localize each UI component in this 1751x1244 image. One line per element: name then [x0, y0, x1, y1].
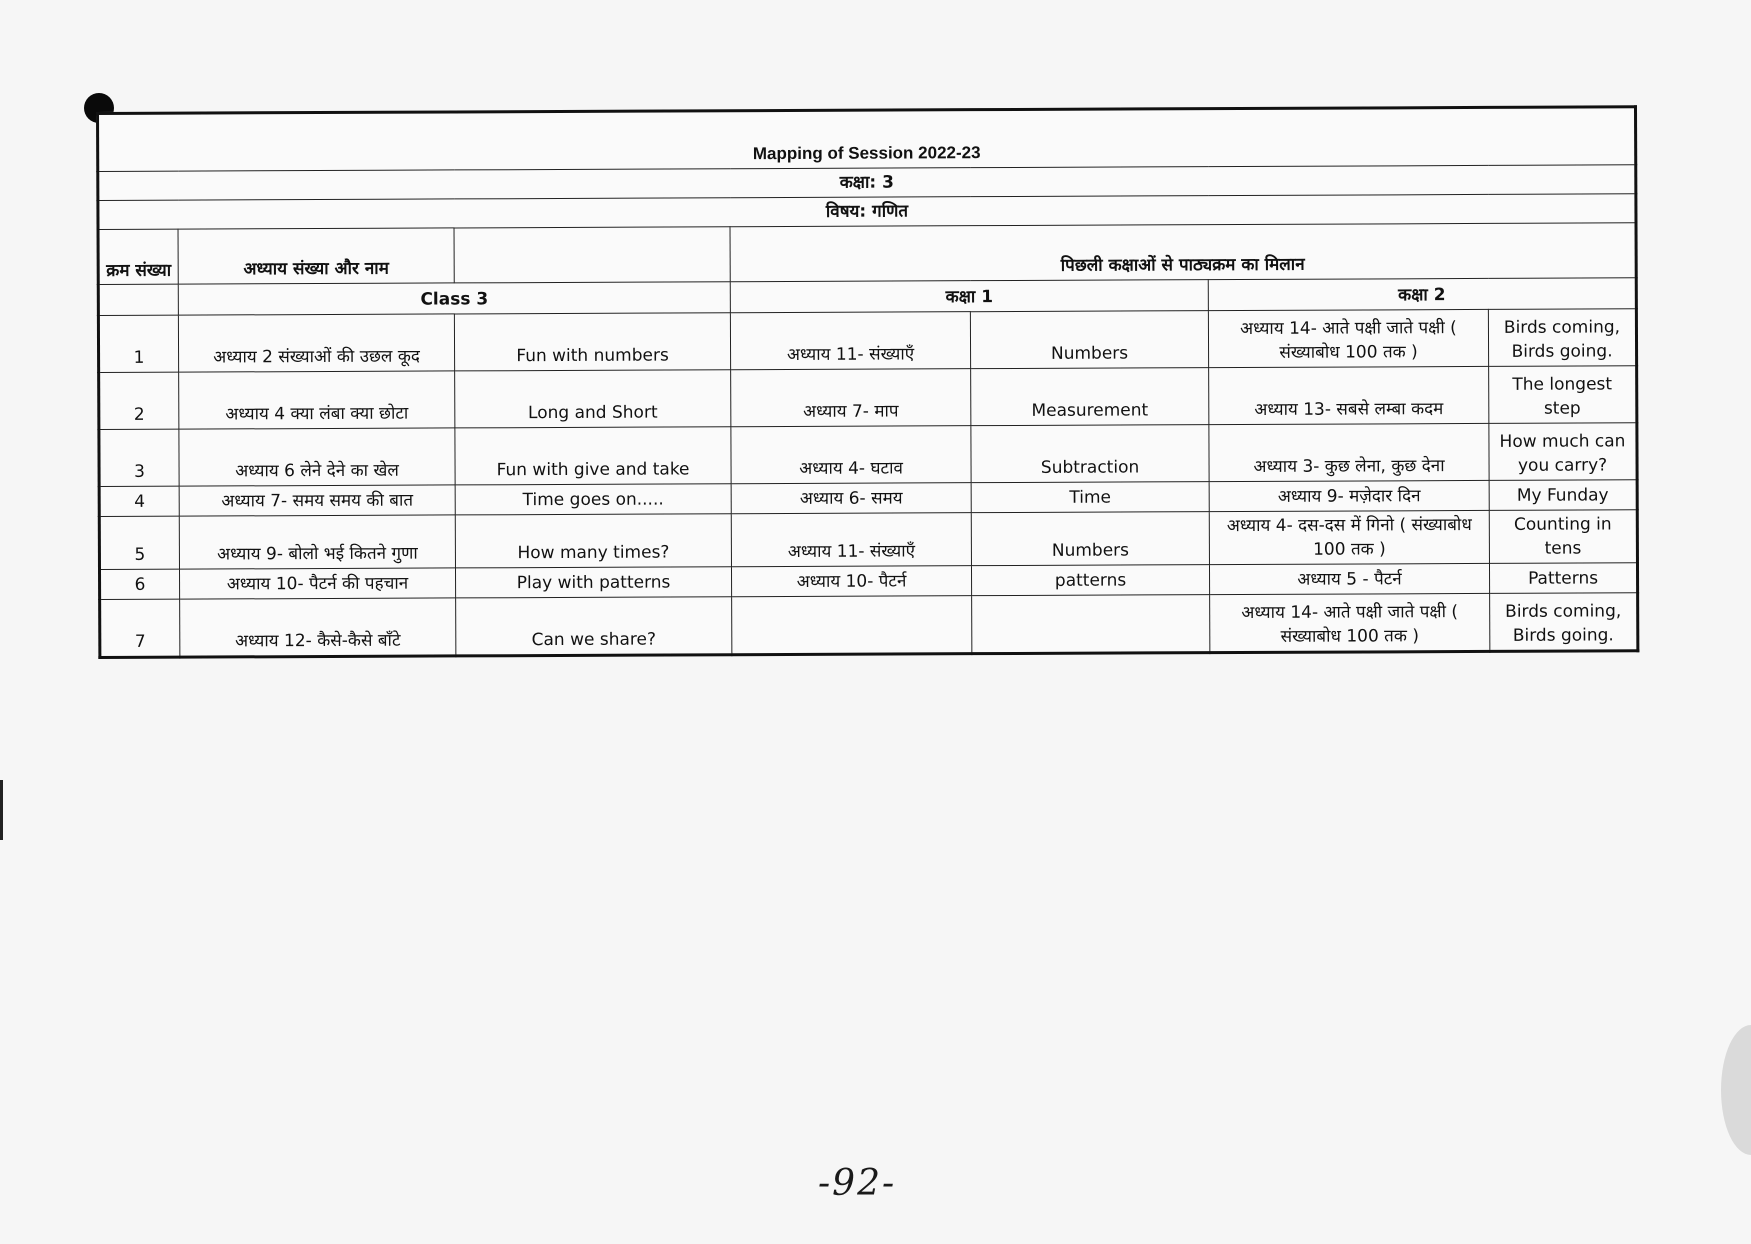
row-serial: 2 [99, 372, 179, 429]
table-row [100, 593, 1638, 658]
table-row [98, 309, 1636, 373]
class-line: कक्षा: 3 [98, 165, 1636, 201]
mapping-sheet [96, 105, 1636, 659]
group-blank [98, 284, 178, 315]
class3-chapter-english: How many times? [455, 514, 731, 568]
class3-chapter-hindi: अध्याय 10- पैटर्न की पहचान [179, 568, 455, 599]
class3-chapter-english: Play with patterns [455, 567, 731, 598]
class3-chapter-english: Fun with give and take [455, 427, 731, 485]
class1-chapter-hindi [732, 596, 972, 655]
class2-chapter-hindi: अध्याय 3- कुछ लेना, कुछ देना [1209, 423, 1489, 481]
header-serial: क्रम संख्या [98, 229, 178, 284]
header-blank [454, 227, 730, 283]
class1-chapter-english: Subtraction [971, 425, 1209, 483]
class3-chapter-hindi: अध्याय 12- कैसे-कैसे बाँटे [180, 598, 456, 657]
class3-chapter-english: Fun with numbers [454, 313, 730, 371]
class1-chapter-english: Numbers [971, 512, 1209, 566]
class1-chapter-english: Time [971, 482, 1209, 513]
class1-chapter-hindi: अध्याय 10- पैटर्न [731, 566, 971, 597]
subject-line: विषय: गणित [98, 194, 1636, 230]
table-row [99, 423, 1637, 487]
class2-chapter-hindi: अध्याय 9- मज़ेदार दिन [1209, 480, 1489, 511]
class2-chapter-english: Patterns [1489, 563, 1637, 594]
class2-chapter-hindi: अध्याय 14- आते पक्षी जाते पक्षी ( संख्याबोध 100 तक ) [1210, 593, 1490, 652]
class3-chapter-hindi: अध्याय 6 लेने देने का खेल [179, 428, 455, 486]
class3-chapter-hindi: अध्याय 2 संख्याओं की उछल कूद [178, 314, 454, 372]
class2-chapter-hindi: अध्याय 13- सबसे लम्बा कदम [1209, 366, 1489, 424]
page-title: Mapping of Session 2022-23 [98, 107, 1636, 172]
class1-chapter-hindi: अध्याय 11- संख्याएँ [730, 312, 970, 370]
class2-chapter-english: My Funday [1489, 480, 1637, 511]
class1-chapter-english [972, 595, 1210, 654]
class1-chapter-english: patterns [971, 565, 1209, 596]
class1-chapter-hindi: अध्याय 4- घटाव [731, 426, 971, 484]
class1-chapter-english: Measurement [971, 368, 1209, 426]
class2-chapter-hindi: अध्याय 14- आते पक्षी जाते पक्षी ( संख्याबोध 100 तक ) [1208, 309, 1488, 367]
group-class2: कक्षा 2 [1208, 278, 1636, 311]
scan-edge-mark [0, 780, 3, 840]
table-row [99, 510, 1637, 570]
class3-chapter-hindi: अध्याय 9- बोलो भई कितने गुणा [179, 515, 455, 569]
mapping-table [96, 105, 1639, 659]
row-serial: 7 [100, 599, 180, 657]
group-class1: कक्षा 1 [730, 280, 1208, 313]
class1-chapter-hindi: अध्याय 6- समय [731, 483, 971, 514]
page-edge-shadow [1721, 1025, 1751, 1155]
table-row [99, 366, 1637, 430]
row-serial: 5 [99, 516, 179, 569]
class3-chapter-english: Long and Short [455, 370, 731, 428]
row-serial: 4 [99, 486, 179, 516]
class1-chapter-english: Numbers [970, 311, 1208, 369]
class2-chapter-hindi: अध्याय 4- दस-दस में गिनो ( संख्याबोध 100 तक ) [1209, 510, 1489, 564]
class2-chapter-english: How much can you carry? [1489, 423, 1637, 481]
class2-chapter-hindi: अध्याय 5 - पैटर्न [1209, 563, 1489, 594]
class2-chapter-english: The longest step [1489, 366, 1637, 424]
class2-chapter-english: Counting in tens [1489, 510, 1637, 564]
row-serial: 1 [98, 315, 178, 372]
page-number: -92- [818, 1163, 897, 1204]
row-serial: 3 [99, 429, 179, 486]
class2-chapter-english: Birds coming, Birds going. [1488, 309, 1636, 367]
class3-chapter-english: Can we share? [456, 597, 732, 656]
class1-chapter-hindi: अध्याय 11- संख्याएँ [731, 513, 971, 567]
class3-chapter-hindi: अध्याय 7- समय समय की बात [179, 485, 455, 516]
header-mapping: पिछली कक्षाओं से पाठ्यक्रम का मिलान [730, 223, 1636, 282]
class3-chapter-hindi: अध्याय 4 क्या लंबा क्या छोटा [179, 371, 455, 429]
class2-chapter-english: Birds coming, Birds going. [1490, 593, 1638, 652]
group-class3: Class 3 [178, 282, 730, 315]
class1-chapter-hindi: अध्याय 7- माप [731, 369, 971, 427]
row-serial: 6 [99, 569, 179, 599]
class3-chapter-english: Time goes on..... [455, 484, 731, 515]
header-chapter: अध्याय संख्या और नाम [178, 228, 454, 284]
